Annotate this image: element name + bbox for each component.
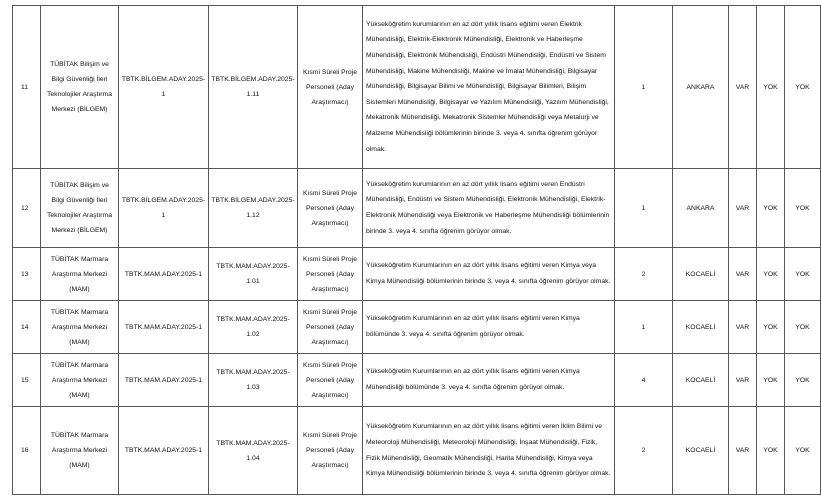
table-row: [13, 407, 821, 495]
flag-cell: YOK: [757, 354, 785, 407]
institution-cell: TÜBİTAK Bilişim ve Bilgi Güvenliği İleri Teknolojiler Araştırma Merkezi (BİLGEM): [41, 169, 119, 248]
announcement-code-cell: TBTK.MAM.ADAY.2025-1: [119, 248, 209, 301]
table-row: [13, 248, 821, 301]
position-title-cell: Kısmi Süreli Proje Personeli (Aday Araştırmacı): [298, 301, 363, 354]
announcement-code-cell: TBTK.MAM.ADAY.2025-1: [119, 354, 209, 407]
position-code-cell: TBTK.MAM.ADAY.2025-1.01: [209, 248, 298, 301]
position-title-cell: Kısmi Süreli Proje Personeli (Aday Araştırmacı): [298, 354, 363, 407]
position-title-cell: Kısmi Süreli Proje Personeli (Aday Araştırmacı): [298, 248, 363, 301]
position-title-cell: Kısmi Süreli Proje Personeli (Aday Araştırmacı): [298, 169, 363, 248]
requirement-cell: Yükseköğretim Kurumlarının en az dört yıllık lisans eğitimi veren Kimya bölümünde 3. veya 4. sınıfta öğrenim görüyor olmak.: [363, 301, 615, 354]
positions-table-container: [12, 5, 810, 495]
institution-cell: TÜBİTAK Marmara Araştırma Merkezi (MAM): [41, 301, 119, 354]
requirement-cell: Yükseköğretim Kurumlarının en az dört yıllık lisans eğitimi veren İklim Bilimi ve Meteoroloji Mühendisliği, Meteoroloji Mühendisliği, İnşaat Mühendisliği, Fizik, Fizik Mühendisliği, Geomatik Mühendisliği, Harita Mühendisliği, Kimya veya Kimya Mühendisliği bölümlerinin birinde 3. veya 4. sınıfta öğrenim görüyor olmak.: [363, 407, 615, 495]
position-code-cell: TBTK.MAM.ADAY.2025-1.04: [209, 407, 298, 495]
institution-cell: TÜBİTAK Marmara Araştırma Merkezi (MAM): [41, 354, 119, 407]
flag-cell: YOK: [785, 301, 821, 354]
flag-cell: VAR: [729, 301, 757, 354]
flag-cell: YOK: [785, 248, 821, 301]
flag-cell: VAR: [729, 169, 757, 248]
table-row: [13, 6, 821, 169]
row-number: 15: [13, 354, 41, 407]
flag-cell: VAR: [729, 354, 757, 407]
requirement-cell: Yükseköğretim Kurumlarının en az dört yıllık lisans eğitimi veren Kimya Mühendisliği bölümünde 3. veya 4. sınıfta öğrenim görüyor olmak.: [363, 354, 615, 407]
requirement-cell: Yükseköğretim Kurumlarının en az dört yıllık lisans eğitimi veren Kimya veya Kimya Mühendisliği bölümlerinin birinde 3. veya 4. sınıfta öğrenim görüyor olmak.: [363, 248, 615, 301]
city-cell: ANKARA: [673, 169, 729, 248]
position-title-cell: Kısmi Süreli Proje Personeli (Aday Araştırmacı): [298, 6, 363, 169]
city-cell: ANKARA: [673, 6, 729, 169]
table-row: [13, 169, 821, 248]
table-row: [13, 301, 821, 354]
flag-cell: YOK: [757, 169, 785, 248]
flag-cell: VAR: [729, 407, 757, 495]
city-cell: KOCAELİ: [673, 301, 729, 354]
table-row: [13, 354, 821, 407]
row-number: 13: [13, 248, 41, 301]
row-number: 14: [13, 301, 41, 354]
row-number: 16: [13, 407, 41, 495]
announcement-code-cell: TBTK.BİLGEM.ADAY.2025-1: [119, 6, 209, 169]
announcement-code-cell: TBTK.MAM.ADAY.2025-1: [119, 301, 209, 354]
requirement-cell: Yükseköğretim kurumlarının en az dört yıllık lisans eğitimi veren Endüstri Mühendisliği, Endüstri ve Sistem Mühendisliği, Elektronik Mühendisliği, Elektrik- Elektronik Mühendisliği veya Elektronik ve Haberleşme Mühendisliği bölümlerinin birinde 3. veya 4. sınıfta öğrenim görüyor olmak.: [363, 169, 615, 248]
count-cell: 4: [615, 354, 673, 407]
row-number: 11: [13, 6, 41, 169]
position-code-cell: TBTK.MAM.ADAY.2025-1.02: [209, 301, 298, 354]
flag-cell: YOK: [757, 248, 785, 301]
position-code-cell: TBTK.BİLGEM.ADAY.2025-1.12: [209, 169, 298, 248]
flag-cell: YOK: [757, 407, 785, 495]
position-code-cell: TBTK.BİLGEM.ADAY.2025-1.11: [209, 6, 298, 169]
institution-cell: TÜBİTAK Marmara Araştırma Merkezi (MAM): [41, 407, 119, 495]
flag-cell: VAR: [729, 6, 757, 169]
announcement-code-cell: TBTK.MAM.ADAY.2025-1: [119, 407, 209, 495]
row-number: 12: [13, 169, 41, 248]
flag-cell: YOK: [785, 407, 821, 495]
count-cell: 1: [615, 301, 673, 354]
count-cell: 2: [615, 248, 673, 301]
position-title-cell: Kısmi Süreli Proje Personeli (Aday Araştırmacı): [298, 407, 363, 495]
count-cell: 1: [615, 169, 673, 248]
flag-cell: VAR: [729, 248, 757, 301]
announcement-code-cell: TBTK.BİLGEM.ADAY.2025-1: [119, 169, 209, 248]
flag-cell: YOK: [757, 301, 785, 354]
position-code-cell: TBTK.MAM.ADAY.2025-1.03: [209, 354, 298, 407]
city-cell: KOCAELİ: [673, 407, 729, 495]
institution-cell: TÜBİTAK Marmara Araştırma Merkezi (MAM): [41, 248, 119, 301]
institution-cell: TÜBİTAK Bilişim ve Bilgi Güvenliği İleri Teknolojiler Araştırma Merkezi (BİLGEM): [41, 6, 119, 169]
city-cell: KOCAELİ: [673, 248, 729, 301]
requirement-cell: Yükseköğretim kurumlarının en az dört yıllık lisans eğitimi veren Elektrik Mühendisliği, Elektrik-Elektronik Mühendisliği, Elektronik ve Haberleşme Mühendisliği, Elektronik Mühendisliği, Endüstri Mühendisliği, Endüstri ve Sistem Mühendisliği, Makine Mühendisliği, Makine ve İmalat Mühendisliği, Bilgisayar Mühendisliği, Bilgisayar Bilimi ve Mühendisliği, Bilgisayar Bilimleri, Bilişim Sistemleri Mühendisliği, Bilgisayar ve Yazılım Mühendisliği, Yazılım Mühendisliği, Mekatronik Mühendisliği, Mekatronik Sistemler Mühendisliği veya Metalurji ve Malzeme Mühendisliği bölümlerinin birinde 3. veya 4. sınıfta öğrenim görüyor olmak.: [363, 6, 615, 169]
positions-table: [12, 5, 821, 495]
count-cell: 1: [615, 6, 673, 169]
flag-cell: YOK: [785, 354, 821, 407]
flag-cell: YOK: [785, 169, 821, 248]
flag-cell: YOK: [785, 6, 821, 169]
count-cell: 2: [615, 407, 673, 495]
city-cell: KOCAELİ: [673, 354, 729, 407]
flag-cell: YOK: [757, 6, 785, 169]
